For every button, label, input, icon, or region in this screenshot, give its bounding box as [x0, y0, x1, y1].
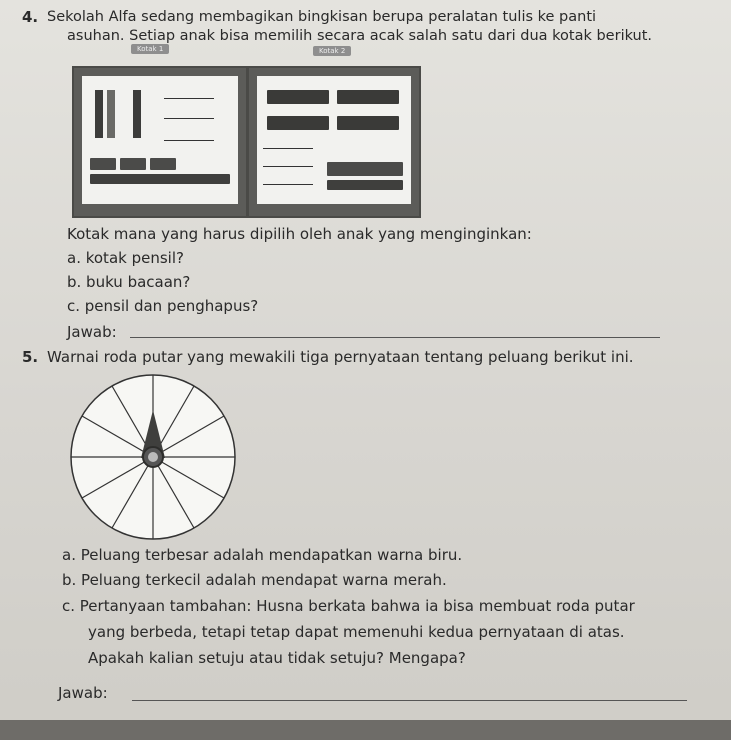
- box1-label: Kotak 1: [131, 44, 169, 54]
- box-1-interior: [82, 76, 238, 204]
- pencil-icon: [107, 90, 115, 138]
- q4-text-line1: Sekolah Alfa sedang membagikan bingkisan berupa peralatan tulis ke panti: [47, 9, 597, 25]
- box-2-illustration: [247, 66, 421, 218]
- q5-answer-label: Jawab:: [58, 684, 108, 702]
- q5-statement-c-line3: Apakah kalian setuju atau tidak setuju? Mengapa?: [88, 649, 466, 667]
- q5-answer-line[interactable]: [132, 700, 687, 701]
- decorative-line: [164, 98, 214, 99]
- pencil-case-icon: [267, 116, 329, 130]
- decorative-line: [164, 140, 214, 141]
- spinner-center-cap: [148, 452, 158, 462]
- eraser-icon: [120, 158, 146, 170]
- eraser-row-icon: [327, 162, 403, 176]
- page-bottom-edge: [0, 720, 731, 740]
- decorative-line: [263, 166, 313, 167]
- q5-statement-b: b. Peluang terkecil adalah mendapat warna merah.: [62, 571, 447, 589]
- pencil-icon: [95, 90, 103, 138]
- decorative-line: [164, 118, 214, 119]
- decorative-line: [263, 148, 313, 149]
- q4-choice-b: b. buku bacaan?: [67, 273, 191, 291]
- q5-statement-c-line2: yang berbeda, tetapi tetap dapat memenuhi kedua pernyataan di atas.: [88, 623, 625, 641]
- q4-text-line2: asuhan. Setiap anak bisa memilih secara acak salah satu dari dua kotak berikut.: [67, 28, 653, 44]
- q4-prompt: Kotak mana yang harus dipilih oleh anak yang menginginkan:: [67, 225, 532, 243]
- q4-choice-c: c. pensil dan penghapus?: [67, 297, 259, 315]
- q4-answer-label: Jawab:: [67, 323, 117, 341]
- decorative-line: [263, 184, 313, 185]
- q4-number: 4.: [22, 8, 39, 26]
- eraser-row-icon: [90, 174, 230, 184]
- pencil-case-icon: [267, 90, 329, 104]
- eraser-icon: [150, 158, 176, 170]
- q5-statement-a: a. Peluang terbesar adalah mendapatkan warna biru.: [62, 546, 463, 564]
- pencil-case-icon: [337, 116, 399, 130]
- box-1-illustration: [72, 66, 248, 218]
- pencil-icon: [133, 90, 141, 138]
- eraser-row-icon: [327, 180, 403, 190]
- box2-label: Kotak 2: [313, 46, 351, 56]
- eraser-icon: [90, 158, 116, 170]
- q4-choice-a: a. kotak pensil?: [67, 249, 184, 267]
- q5-number: 5.: [22, 348, 39, 366]
- q5-text: Warnai roda putar yang mewakili tiga pernyataan tentang peluang berikut ini.: [47, 348, 634, 366]
- q5-statement-c-line1: c. Pertanyaan tambahan: Husna berkata bahwa ia bisa membuat roda putar: [62, 597, 635, 615]
- q4-answer-line[interactable]: [130, 337, 660, 338]
- spinner-wheel[interactable]: [68, 372, 238, 542]
- pencil-case-icon: [337, 90, 399, 104]
